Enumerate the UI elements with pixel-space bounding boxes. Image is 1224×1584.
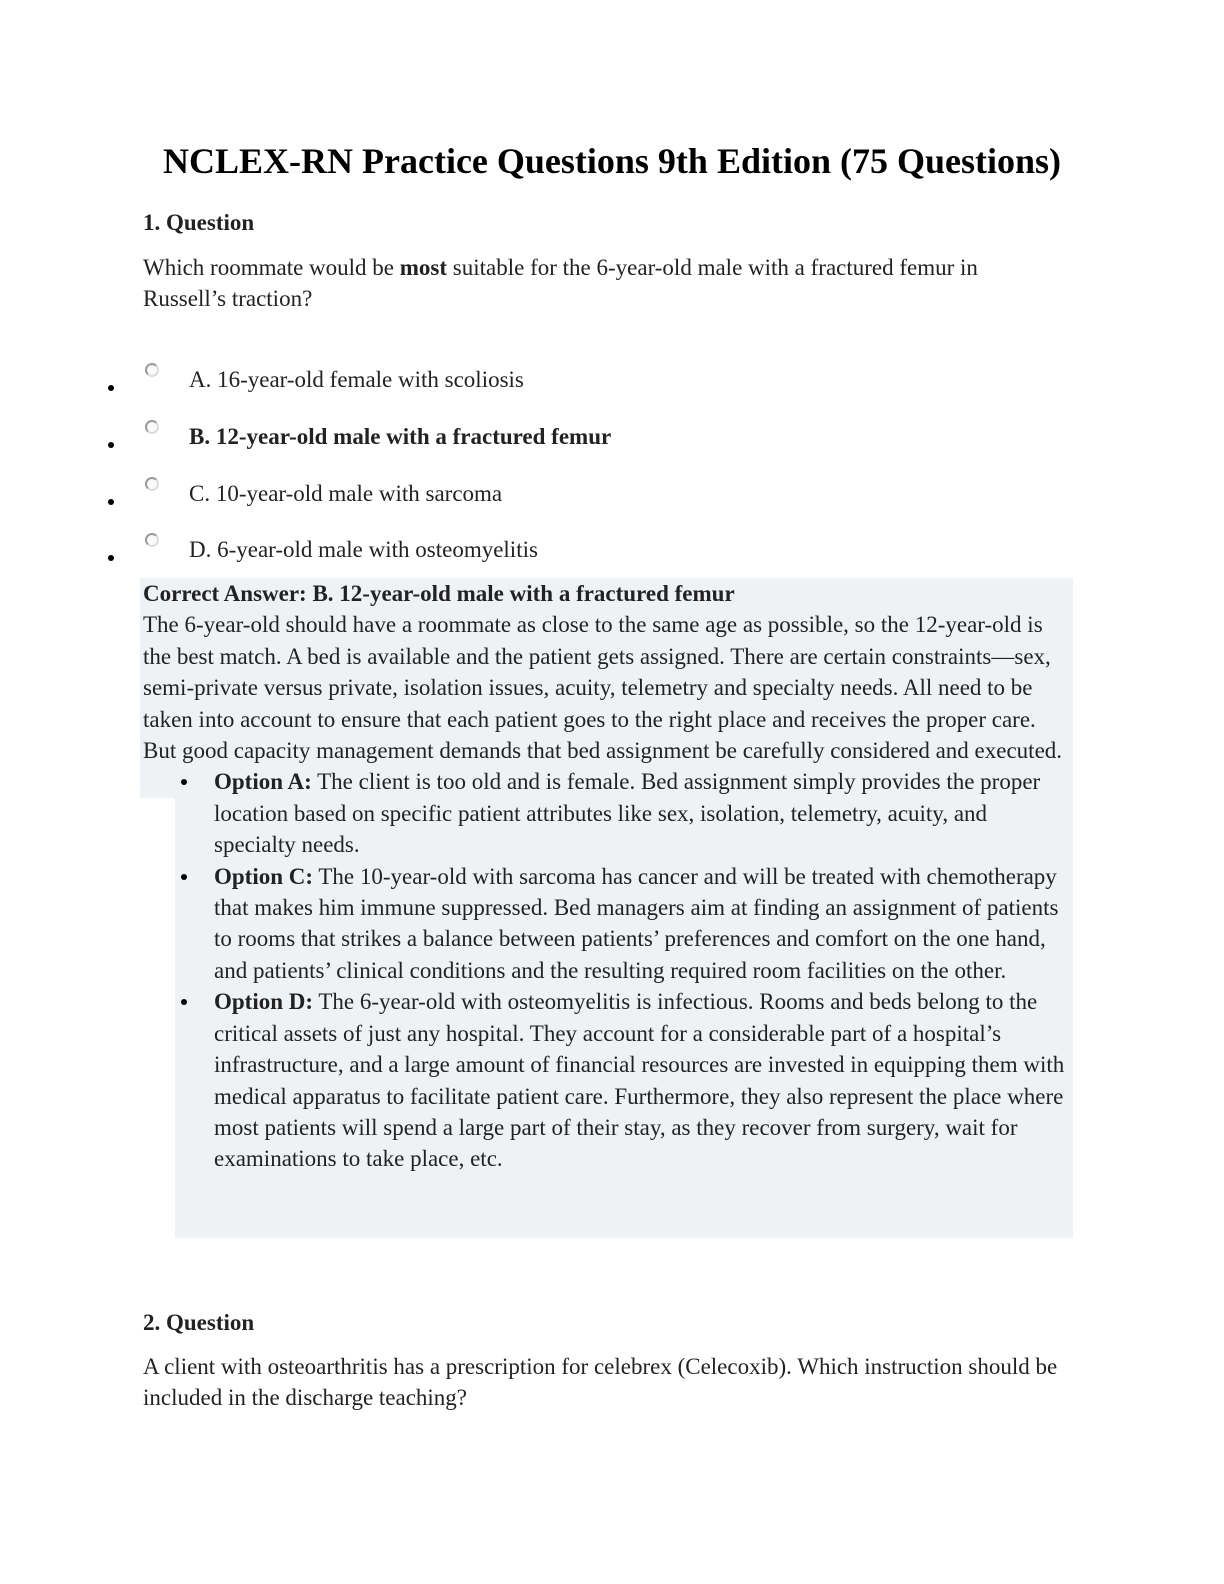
option-a[interactable] [0,367,1224,407]
rationale-option-d [143,986,1073,1174]
bullet-icon [108,385,114,391]
correct-answer-title: Correct Answer: B. 12-year-old male with a fractured femur [143,581,735,606]
question-1-text-emphasis: most [399,255,448,280]
radio-button-icon[interactable] [145,363,159,377]
option-b-label[interactable]: B. 12-year-old male with a fractured femur [189,424,612,449]
option-b[interactable] [0,424,1224,464]
option-c-label[interactable]: C. 10-year-old male with sarcoma [189,481,503,506]
radio-button-icon[interactable] [145,420,159,434]
bullet-icon [181,779,187,785]
rationale-option-c-name: Option C: [214,863,314,889]
option-c[interactable] [0,481,1224,521]
answer-explanation [143,578,1073,1175]
question-1-heading: 1. Question [143,210,255,235]
rationale-list [143,766,1073,1174]
bullet-icon [108,555,114,561]
rationale-option-a [143,766,1073,860]
rationale-option-d-name: Option D: [214,989,314,1015]
rationale-option-d-text: The 6-year-old with osteomyelitis is infectious. Rooms and beds belong to the critical assets of just any hospital. They account for a considerable part of a hospital’s infrastructure, and a large amount of financial resources are invested in equipping them with medical apparatus to facilitate patient care. Furthermore, they also represent the place where most patients will spend a large part of their stay, as they recover from surgery, wait for examinations to take place, etc. [214,989,1065,1172]
option-a-label[interactable]: A. 16-year-old female with scoliosis [189,367,524,392]
bullet-icon [108,499,114,505]
option-d-label[interactable]: D. 6-year-old male with osteomyelitis [189,537,538,562]
bullet-icon [181,999,187,1005]
rationale-option-c [143,861,1073,987]
question-2-heading: 2. Question [143,1310,255,1335]
radio-button-icon[interactable] [145,533,159,547]
rationale-option-a-name: Option A: [214,769,312,795]
rationale-option-a-text: The client is too old and is female. Bed assignment simply provides the proper location based on specific patient attributes like sex, isolation, telemetry, acuity, and specialty needs. [214,769,1041,858]
radio-button-icon[interactable] [145,477,159,491]
question-1-text-start: Which roommate would be [143,255,400,280]
bullet-icon [181,874,187,880]
option-d[interactable] [0,537,1224,577]
question-2-text: A client with osteoarthritis has a prescription for celebrex (Celecoxib). Which instruction should be included in the discharge teaching? [143,1354,1058,1410]
question-1-text [143,252,1043,314]
rationale-option-c-text: The 10-year-old with sarcoma has cancer and will be treated with chemotherapy that makes him immune suppressed. Bed managers aim at finding an assignment of patients to rooms that strikes a balance between patients’ preferences and comfort on the one hand, and patients’ clinical conditions and the resulting required room facilities on the other. [214,863,1059,983]
question-1-text-end: suitable for the 6-year-old male with a fractured femur in Russell’s traction? [143,255,978,311]
answer-explanation-text: The 6-year-old should have a roommate as close to the same age as possible, so the 12-year-old is the best match. A bed is available and the patient gets assigned. There are certain constraints—sex, semi-private versus private, isolation issues, acuity, telemetry and specialty needs. All need to be taken into account to ensure that each patient goes to the right place and receives the proper care. But good capacity management demands that bed assignment be carefully considered and executed. [143,612,1063,764]
page-title: NCLEX-RN Practice Questions 9th Edition (75 Questions) [163,141,1061,181]
bullet-icon [108,442,114,448]
